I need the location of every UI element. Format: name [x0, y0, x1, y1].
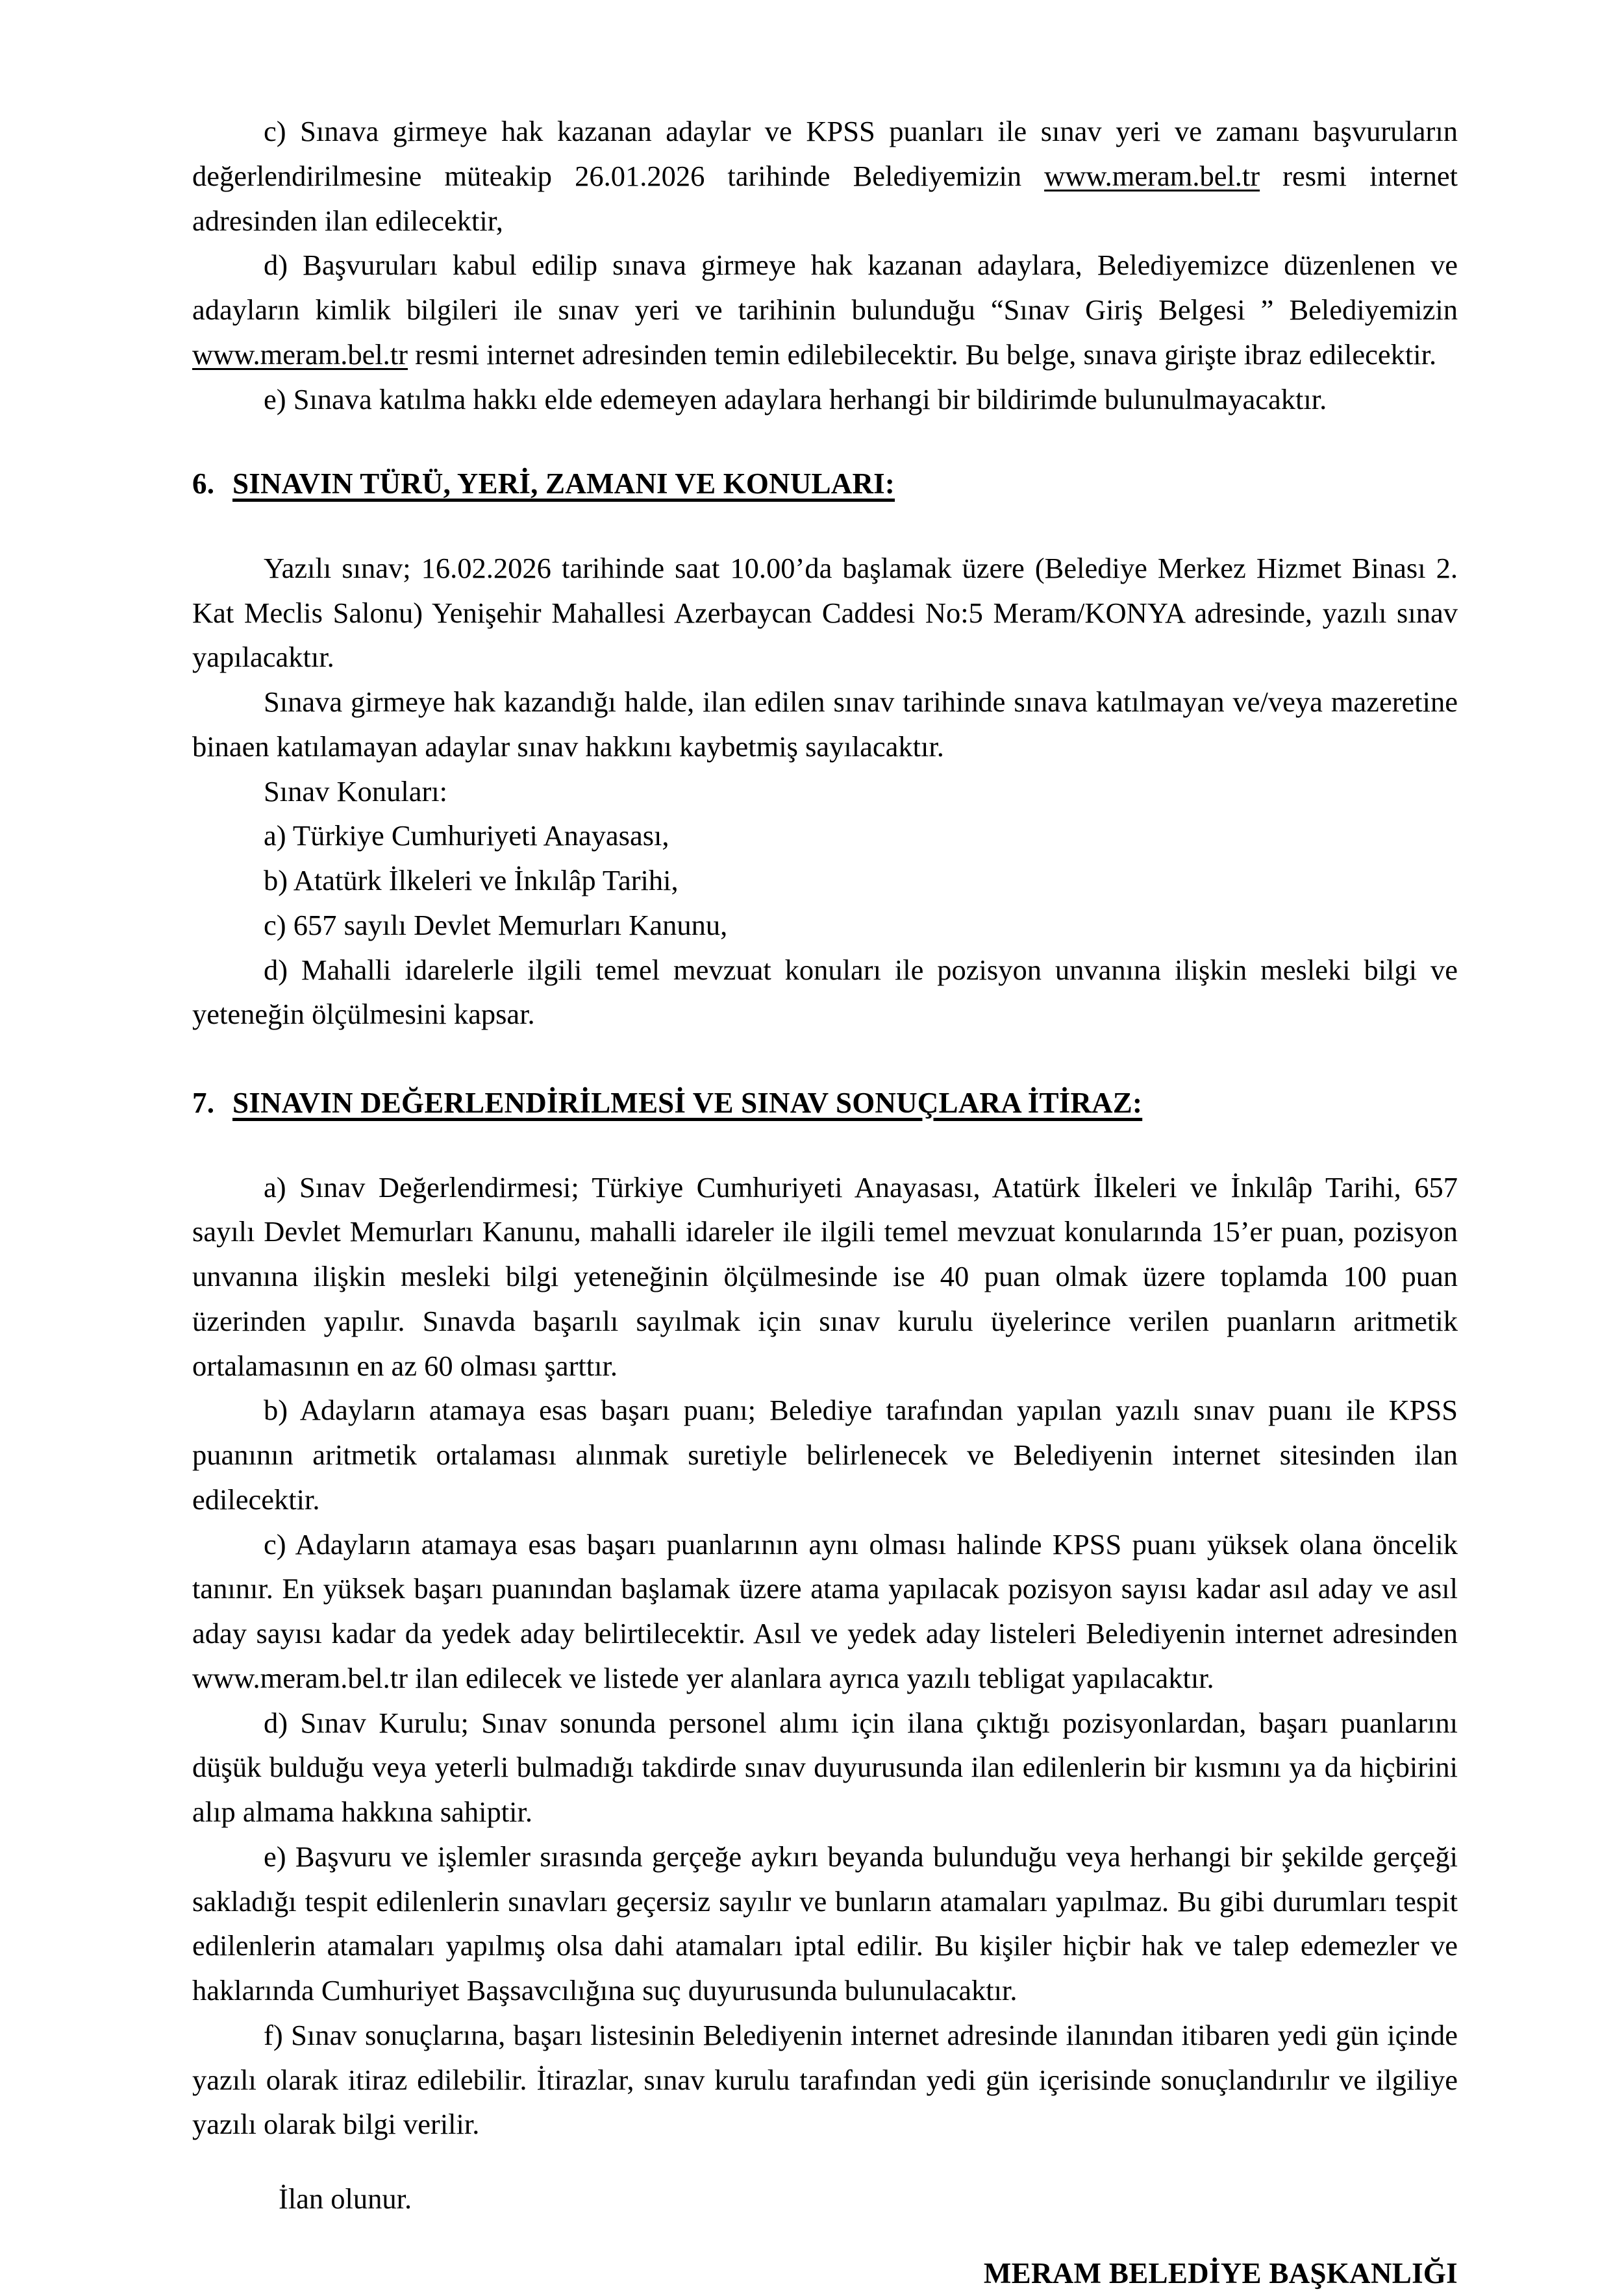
- spacer-before-closing: [192, 2147, 1458, 2177]
- spacer-after-section-6-heading: [192, 507, 1458, 546]
- section-6-paragraph-1: Yazılı sınav; 16.02.2026 tarihinde saat 10.00’da başlamak üzere (Belediye Merkez Hizmet Binası 2. Kat Meclis Salonu) Yenişehir Mahallesi Azerbaycan Caddesi No:5 Meram/KONYA adresinde, yazılı sınav yapılacaktır.: [192, 551, 1458, 674]
- section-6-heading: [192, 462, 1458, 507]
- paragraph-c: [192, 109, 1458, 243]
- section-6-subjects-label: Sınav Konuları:: [264, 774, 448, 808]
- section-7-number: 7.: [192, 1087, 215, 1120]
- section-7-paragraph-d: d) Sınav Kurulu; Sınav sonunda personel alımı için ilana çıktığı pozisyonlardan, başarı puanlarını düşük bulduğu veya yeterli bulmadığı takdirde sınav duyurusunda ilan edilenlerin bir kısmını ya da hiçbirini alıp almama hakkına sahiptir.: [192, 1706, 1458, 1829]
- section-7-paragraph-c: c) Adayların atamaya esas başarı puanlarının aynı olması halinde KPSS puanı yüksek olana öncelik tanınır. En yüksek başarı puanından başlamak üzere atama yapılacak pozisyon sayısı kadar asıl aday ve asıl aday sayısı kadar da yedek aday belirtilecektir. Asıl ve yedek aday listeleri Belediyenin internet adresinden www.meram.bel.tr ilan edilecek ve listede yer alanlara ayrıca yazılı tebligat yapılacaktır.: [192, 1527, 1458, 1694]
- paragraph-c-tail: resmi internet adresinden ilan edilecektir,: [192, 159, 1458, 237]
- section-7-paragraph-a: a) Sınav Değerlendirmesi; Türkiye Cumhuriyeti Anayasası, Atatürk İlkeleri ve İnkılâp Tarihi, 657 sayılı Devlet Memurları Kanunu, mahalli idareler ile ilgili temel mevzuat konularında 15’er puan, pozisyon unvanına ilişkin mesleki bilgi yeteneğinin ölçülmesinde ise 40 puan olmak üzere toplamda 100 puan üzerinden yapılır. Sınavda başarılı sayılmak için sınav kurulu üyelerince verilen puanların aritmetik ortalamasının en az 60 olması şarttır.: [192, 1170, 1458, 1382]
- closing-announcement: İlan olunur.: [279, 2182, 412, 2216]
- section-6-paragraph-2: Sınava girmeye hak kazandığı halde, ilan edilen sınav tarihinde sınava katılmayan ve/veya mazeretine binaen katılamayan adaylar sınav hakkını kaybetmiş sayılacaktır.: [192, 685, 1458, 763]
- section-7-paragraph-f: f) Sınav sonuçlarına, başarı listesinin Belediyenin internet adresinde ilanından itibaren yedi gün içinde yazılı olarak itiraz edilebilir. İtirazlar, sınav kurulu tarafından yedi gün içerisinde sonuçlandırılır ve ilgiliye yazılı olarak bilgi verilir.: [192, 2018, 1458, 2141]
- section-6-subject-d: d) Mahalli idarelerle ilgili temel mevzuat konuları ile pozisyon unvanına ilişkin mesleki bilgi ve yeteneğin ölçülmesini kapsar.: [192, 953, 1458, 1031]
- section-7-paragraph-e: e) Başvuru ve işlemler sırasında gerçeğe aykırı beyanda bulunduğu veya herhangi bir şekilde gerçeği sakladığı tespit edilenlerin sınavları geçersiz sayılır ve bunların atamaları yapılmaz. Bu gibi durumları tespit edilenlerin atamaları yapılmış olsa dahi atamaları iptal edilir. Bu kişiler hiçbir hak ve talep edemezler ve haklarında Cumhuriyet Başsavcılığına suç duyurusunda bulunulacaktır.: [192, 1840, 1458, 2007]
- document-content: [192, 109, 1458, 2296]
- section-7-heading: [192, 1081, 1458, 1126]
- section-6-subject-b: b) Atatürk İlkeleri ve İnkılâp Tarihi,: [264, 864, 679, 897]
- section-6-number: 6.: [192, 467, 215, 500]
- paragraph-d-tail: resmi internet adresinden temin edilebilecektir. Bu belge, sınava girişte ibraz edilecektir.: [408, 338, 1437, 371]
- meram-website-link-1[interactable]: www.meram.bel.tr: [1044, 159, 1260, 192]
- spacer-before-section-6: [192, 421, 1458, 462]
- section-7-title: SINAVIN DEĞERLENDİRİLMESİ VE SINAV SONUÇLARA İTİRAZ:: [232, 1087, 1143, 1120]
- meram-website-link-2[interactable]: www.meram.bel.tr: [192, 338, 408, 371]
- section-6-title: SINAVIN TÜRÜ, YERİ, ZAMANI VE KONULARI:: [232, 467, 895, 500]
- spacer-before-signature: [192, 2221, 1458, 2251]
- paragraph-d: [192, 243, 1458, 376]
- paragraph-d-text: d) Başvuruları kabul edilip sınava girmeye hak kazanan adaylara, Belediyemizce düzenlenen ve adayların kimlik bilgileri ile sınav yeri ve tarihinin bulunduğu “Sınav Giriş Belgesi ” Belediyemizin: [192, 249, 1458, 326]
- spacer-after-section-7-heading: [192, 1126, 1458, 1165]
- paragraph-c-text: c) Sınava girmeye hak kazanan adaylar ve KPSS puanları ile sınav yeri ve zamanı başvuruların değerlendirilmesine müteakip 26.01.2026 tarihinde Belediyemizin: [192, 115, 1458, 192]
- signature-block: MERAM BELEDİYE BAŞKANLIĞI: [983, 2256, 1458, 2290]
- section-6-subject-a: a) Türkiye Cumhuriyeti Anayasası,: [264, 819, 669, 852]
- section-6-subject-c: c) 657 sayılı Devlet Memurları Kanunu,: [264, 908, 728, 941]
- paragraph-e: e) Sınava katılma hakkı elde edemeyen adaylara herhangi bir bildirimde bulunulmayacaktır.: [264, 382, 1327, 415]
- section-7-paragraph-b: b) Adayların atamaya esas başarı puanı; Belediye tarafından yapılan yazılı sınav puanı ile KPSS puanının aritmetik ortalaması alınmak suretiyle belirlenecek ve Belediyenin internet sitesinden ilan edilecektir.: [192, 1394, 1458, 1516]
- spacer-before-section-7: [192, 1037, 1458, 1081]
